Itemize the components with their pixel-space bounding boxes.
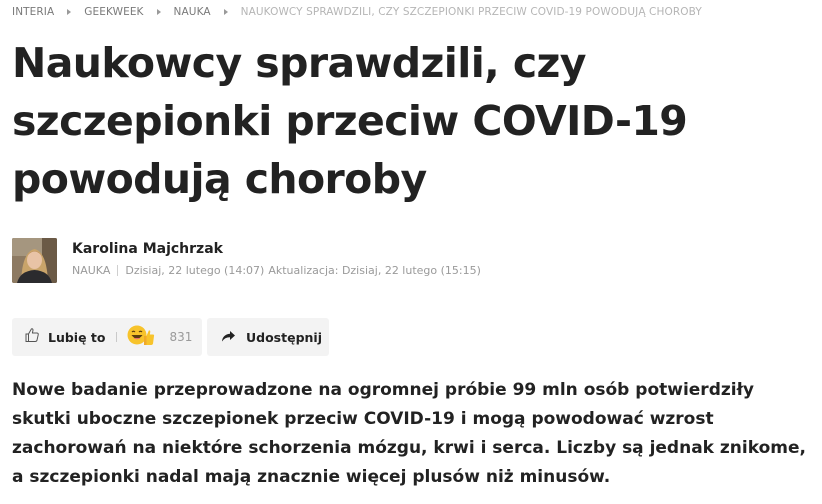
breadcrumb-separator-icon [67, 9, 71, 15]
breadcrumb-separator-icon [224, 9, 228, 15]
like-label: Lubię to [48, 329, 106, 345]
meta-divider [117, 265, 118, 276]
article-lead: Nowe badanie przeprowadzone na ogromnej próbie 99 mln osób potwierdziły skutki uboczne szczepionek przeciw COVID-19 i mogą powodować wzrost zachorowań na niektóre schorzenia mózgu, krwi i serca. Liczby są jednak znikome, a szczepionki nadal mają znacznie więcej plusów niż minusów. [12, 380, 806, 487]
share-arrow-icon [221, 328, 236, 347]
author-name[interactable]: Karolina Majchrzak [72, 241, 223, 257]
breadcrumb-item-interia[interactable]: INTERIA [12, 6, 55, 18]
share-button[interactable] [207, 318, 329, 356]
author-avatar[interactable] [12, 238, 57, 283]
author-photo [12, 238, 57, 283]
breadcrumb [12, 4, 702, 20]
article-category[interactable]: NAUKA [72, 264, 111, 277]
breadcrumb-item-nauka[interactable]: NAUKA [173, 6, 211, 18]
laughing-emoji-thumbs-up-icon[interactable] [127, 324, 155, 350]
breadcrumb-separator-icon [157, 9, 161, 15]
article-title-line: powodują choroby [12, 155, 427, 203]
article-meta [72, 264, 481, 277]
share-label: Udostępnij [246, 329, 322, 345]
like-button[interactable] [12, 318, 202, 356]
breadcrumb-item-current: NAUKOWCY SPRAWDZILI, CZY SZCZEPIONKI PRZECIW COVID-19 POWODUJĄ CHOROBY [240, 6, 702, 18]
like-divider [116, 332, 117, 342]
updated-date: Aktualizacja: Dzisiaj, 22 lutego (15:15) [268, 264, 481, 277]
article-title [12, 34, 812, 208]
thumbs-up-outline-icon [24, 327, 40, 347]
article-title-line: Naukowcy sprawdzili, czy [12, 39, 586, 87]
article-title-line: szczepionki przeciw COVID-19 [12, 97, 688, 145]
breadcrumb-item-geekweek[interactable]: GEEKWEEK [84, 6, 144, 18]
like-count: 831 [169, 330, 193, 344]
published-date: Dzisiaj, 22 lutego (14:07) [125, 264, 265, 277]
